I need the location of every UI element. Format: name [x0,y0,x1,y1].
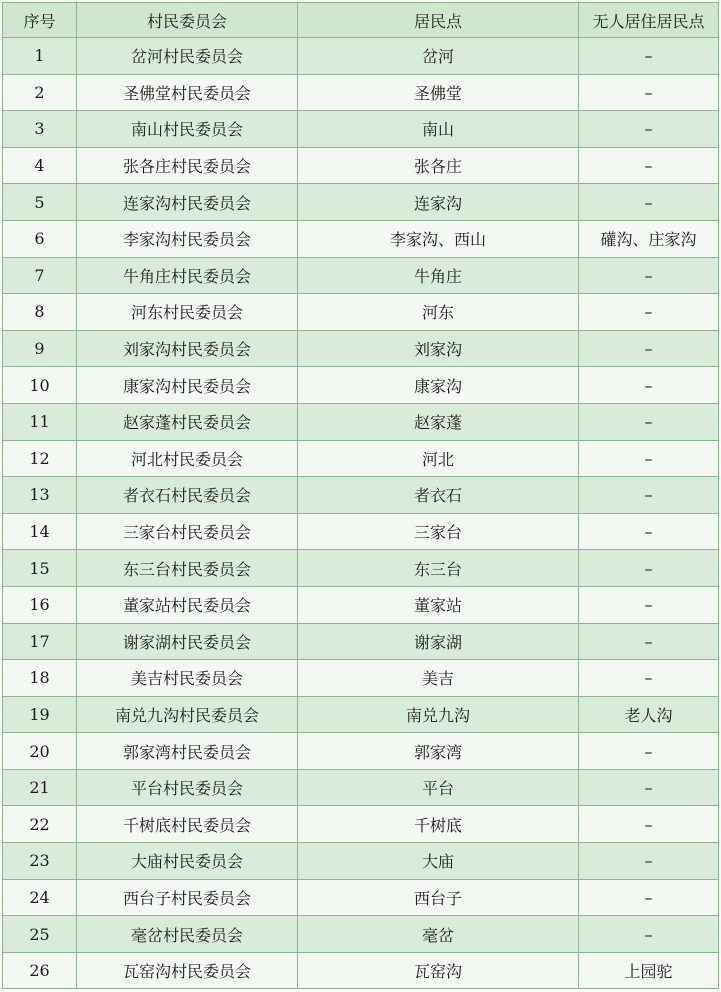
cell-uninhabited: – [579,330,719,367]
cell-uninhabited: – [579,769,719,806]
cell-settlement: 谢家湖 [298,623,579,660]
cell-settlement: 西台子 [298,879,579,916]
table-row [3,440,719,477]
table-row [3,696,719,733]
cell-committee: 谢家湖村民委员会 [77,623,298,660]
cell-uninhabited: – [579,879,719,916]
cell-seq: 7 [3,257,77,294]
table-row [3,513,719,550]
cell-seq: 9 [3,330,77,367]
table-row [3,294,719,331]
cell-settlement: 美吉 [298,660,579,697]
cell-committee: 东三台村民委员会 [77,550,298,587]
cell-seq: 17 [3,623,77,660]
cell-seq: 19 [3,696,77,733]
cell-committee: 河北村民委员会 [77,440,298,477]
cell-committee: 张各庄村民委员会 [77,147,298,184]
table-row [3,879,719,916]
cell-settlement: 牛角庄 [298,257,579,294]
table-row [3,74,719,111]
cell-settlement: 河北 [298,440,579,477]
cell-committee: 南山村民委员会 [77,111,298,148]
table-row [3,952,719,989]
cell-seq: 14 [3,513,77,550]
cell-committee: 李家沟村民委员会 [77,220,298,257]
cell-committee: 董家站村民委员会 [77,586,298,623]
cell-committee: 西台子村民委员会 [77,879,298,916]
cell-seq: 12 [3,440,77,477]
header-uninhabited: 无人居住居民点 [579,3,719,38]
cell-settlement: 刘家沟 [298,330,579,367]
table-row [3,111,719,148]
cell-settlement: 岔河 [298,38,579,75]
header-seq: 序号 [3,3,77,38]
cell-uninhabited: – [579,733,719,770]
village-committee-table [2,2,719,989]
table-row [3,403,719,440]
cell-uninhabited: – [579,147,719,184]
table-row [3,623,719,660]
cell-committee: 牛角庄村民委员会 [77,257,298,294]
table-row [3,330,719,367]
cell-seq: 1 [3,38,77,75]
cell-seq: 13 [3,477,77,514]
cell-seq: 10 [3,367,77,404]
cell-seq: 24 [3,879,77,916]
table-row [3,220,719,257]
cell-committee: 毫岔村民委员会 [77,916,298,953]
cell-uninhabited: – [579,550,719,587]
cell-committee: 美吉村民委员会 [77,660,298,697]
cell-uninhabited: 老人沟 [579,696,719,733]
cell-seq: 6 [3,220,77,257]
cell-uninhabited: 礶沟、庄家沟 [579,220,719,257]
cell-uninhabited: – [579,916,719,953]
table-row [3,367,719,404]
table-row [3,477,719,514]
cell-seq: 20 [3,733,77,770]
cell-seq: 25 [3,916,77,953]
cell-settlement: 南山 [298,111,579,148]
cell-uninhabited: – [579,440,719,477]
cell-uninhabited: 上园驼 [579,952,719,989]
cell-seq: 18 [3,660,77,697]
cell-settlement: 者衣石 [298,477,579,514]
cell-committee: 连家沟村民委员会 [77,184,298,221]
cell-settlement: 张各庄 [298,147,579,184]
cell-settlement: 东三台 [298,550,579,587]
cell-uninhabited: – [579,586,719,623]
cell-uninhabited: – [579,477,719,514]
table-row [3,586,719,623]
cell-settlement: 瓦窑沟 [298,952,579,989]
cell-committee: 河东村民委员会 [77,294,298,331]
cell-uninhabited: – [579,38,719,75]
cell-committee: 者衣石村民委员会 [77,477,298,514]
cell-seq: 2 [3,74,77,111]
cell-settlement: 董家站 [298,586,579,623]
table-row [3,147,719,184]
cell-committee: 康家沟村民委员会 [77,367,298,404]
cell-settlement: 圣佛堂 [298,74,579,111]
cell-seq: 8 [3,294,77,331]
cell-seq: 3 [3,111,77,148]
cell-committee: 平台村民委员会 [77,769,298,806]
cell-committee: 瓦窑沟村民委员会 [77,952,298,989]
table-row [3,769,719,806]
table-header [3,3,719,38]
cell-uninhabited: – [579,367,719,404]
cell-seq: 21 [3,769,77,806]
table-body [3,38,719,989]
cell-committee: 千树底村民委员会 [77,806,298,843]
cell-committee: 郭家湾村民委员会 [77,733,298,770]
cell-seq: 15 [3,550,77,587]
cell-seq: 5 [3,184,77,221]
table-row [3,733,719,770]
cell-settlement: 千树底 [298,806,579,843]
table-row [3,806,719,843]
cell-committee: 南兑九沟村民委员会 [77,696,298,733]
cell-settlement: 郭家湾 [298,733,579,770]
cell-committee: 三家台村民委员会 [77,513,298,550]
cell-committee: 大庙村民委员会 [77,843,298,880]
cell-settlement: 大庙 [298,843,579,880]
table-row [3,184,719,221]
cell-uninhabited: – [579,74,719,111]
header-settlement: 居民点 [298,3,579,38]
table-row [3,660,719,697]
cell-settlement: 赵家蓬 [298,403,579,440]
cell-seq: 4 [3,147,77,184]
cell-seq: 23 [3,843,77,880]
table-row [3,38,719,75]
cell-settlement: 南兑九沟 [298,696,579,733]
cell-settlement: 平台 [298,769,579,806]
table-row [3,843,719,880]
table-row [3,550,719,587]
cell-uninhabited: – [579,294,719,331]
cell-uninhabited: – [579,623,719,660]
cell-uninhabited: – [579,184,719,221]
header-committee: 村民委员会 [77,3,298,38]
cell-settlement: 河东 [298,294,579,331]
cell-seq: 22 [3,806,77,843]
cell-settlement: 连家沟 [298,184,579,221]
table-row [3,916,719,953]
cell-seq: 11 [3,403,77,440]
cell-uninhabited: – [579,843,719,880]
cell-settlement: 康家沟 [298,367,579,404]
cell-committee: 赵家蓬村民委员会 [77,403,298,440]
cell-settlement: 毫岔 [298,916,579,953]
table-row [3,257,719,294]
cell-committee: 刘家沟村民委员会 [77,330,298,367]
cell-uninhabited: – [579,806,719,843]
cell-seq: 26 [3,952,77,989]
cell-committee: 圣佛堂村民委员会 [77,74,298,111]
cell-uninhabited: – [579,660,719,697]
cell-settlement: 李家沟、西山 [298,220,579,257]
cell-uninhabited: – [579,513,719,550]
cell-seq: 16 [3,586,77,623]
header-row [3,3,719,38]
cell-uninhabited: – [579,111,719,148]
cell-settlement: 三家台 [298,513,579,550]
cell-uninhabited: – [579,257,719,294]
cell-committee: 岔河村民委员会 [77,38,298,75]
cell-uninhabited: – [579,403,719,440]
